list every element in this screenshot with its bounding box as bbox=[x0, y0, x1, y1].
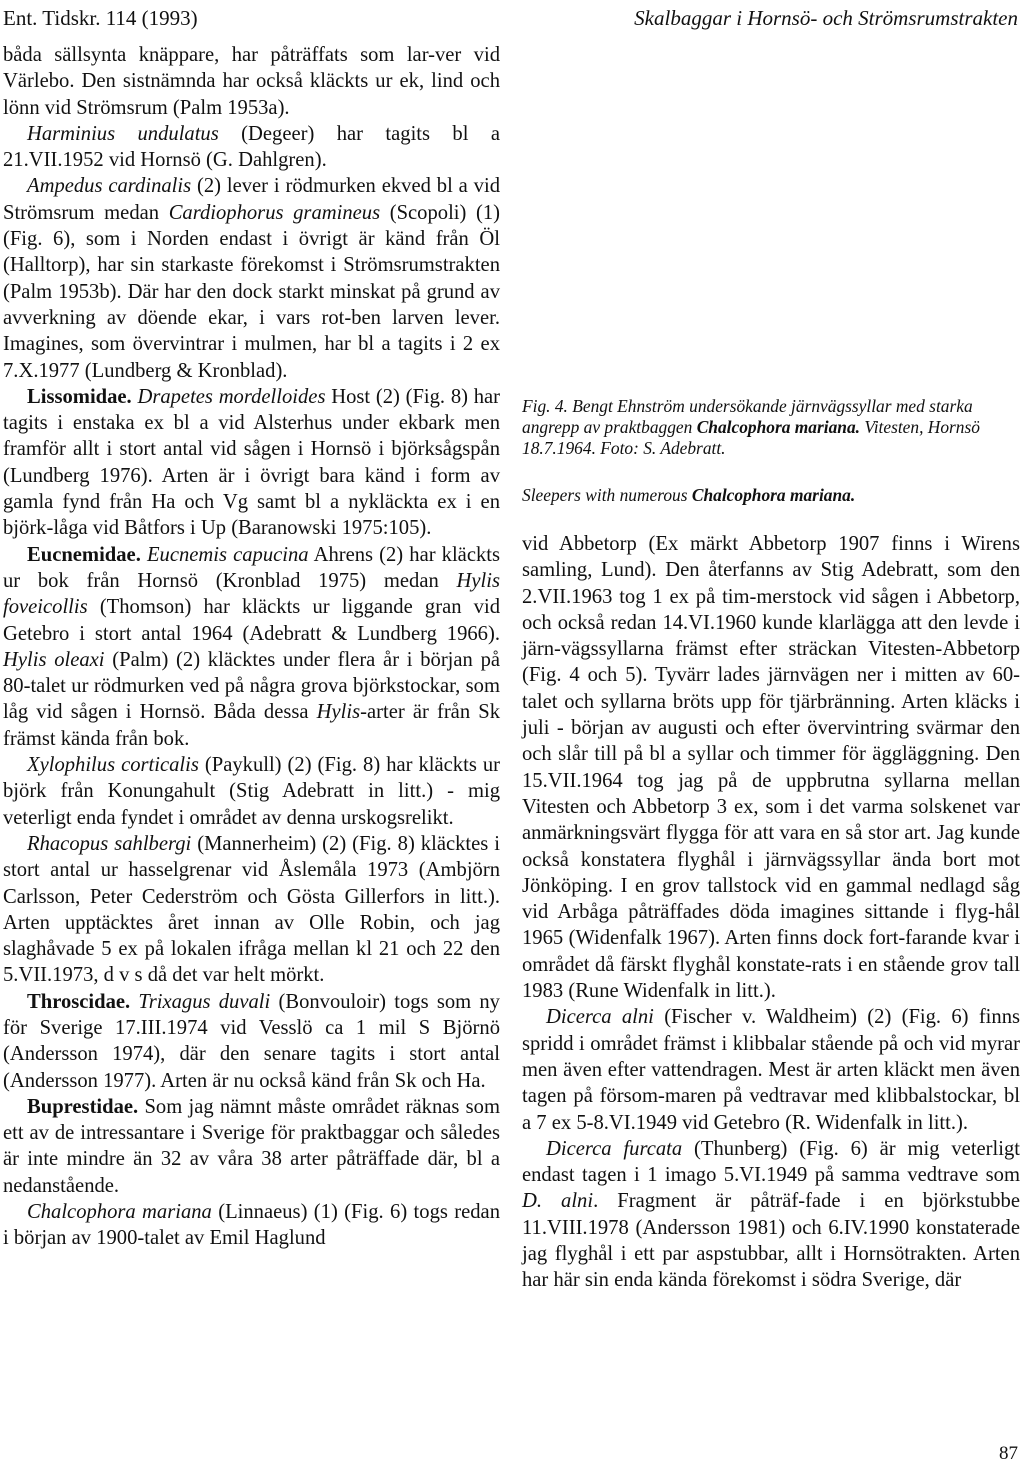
running-title: Skalbaggar i Hornsö- och Strömsrumstrakten bbox=[634, 6, 1018, 30]
species-name: Hylis oleaxi bbox=[3, 648, 105, 671]
paragraph bbox=[522, 1004, 1020, 1135]
text: (Palm) (2) kläcktes under flera år i början på 80-talet ur rödmurken ved på några grova björkstockar, som låg vid sågen i Hornsö. Båda dessa bbox=[3, 648, 501, 724]
page-number: 87 bbox=[999, 1443, 1018, 1464]
species-name: Dicerca furcata bbox=[546, 1137, 683, 1160]
paragraph bbox=[3, 1199, 500, 1252]
text: (Paykull) (2) (Fig. 8) har kläckts ur björk från Konungahult (Stig Adebratt in litt.) - mig veterligt enda fyndet i området av denna urskogsrelikt. bbox=[3, 754, 500, 829]
species-name: Chalcophora mariana bbox=[27, 1201, 212, 1224]
paragraph bbox=[3, 121, 500, 174]
text: båda sällsynta knäppare, har påträffats som lar-ver vid Värlebo. Den sistnämnda har också kläckts ur ek, lind och lönn vid Strömsrum (Palm 1953a). bbox=[3, 44, 500, 119]
text: (Bonvouloir) togs som ny för Sverige 17.III.1974 vid Vesslö ca 1 mil S Björnö (Andersson 1974), där den senare tagits i stort antal (Andersson 1977). Arten är nu också känd från Sk och Ha. bbox=[3, 990, 500, 1092]
journal-reference: Ent. Tidskr. 114 (1993) bbox=[3, 6, 198, 30]
paragraph bbox=[3, 542, 500, 752]
species-name: Drapetes mordelloides bbox=[137, 385, 326, 408]
paragraph bbox=[3, 989, 500, 1094]
family-name: Lissomidae. bbox=[27, 385, 132, 408]
paragraph bbox=[3, 42, 500, 121]
species-name: Trixagus duvali bbox=[138, 990, 271, 1013]
species-name: Chalcophora mariana. bbox=[691, 485, 856, 505]
right-column bbox=[522, 531, 1020, 1294]
figure-caption-english bbox=[522, 485, 1020, 506]
species-name: Hylis foveicollis bbox=[3, 569, 500, 619]
paragraph bbox=[3, 173, 500, 383]
text: . Fragment är påträf-fade i en björkstubbe 11.VIII.1978 (Andersson 1981) och 6.IV.1990 konstaterade jag flyghål i ett par aspstubbar, allt i Hornsötrakten. Arten har här sin enda kända förekomst i södra Sverige, där bbox=[522, 1190, 1020, 1292]
paragraph bbox=[3, 752, 500, 831]
text: -arter är från Sk främst kända från bok. bbox=[3, 701, 500, 750]
text: (Scopoli) (1) (Fig. 6), som i Norden endast i övrigt är känd från Öl (Halltorp), har sin starkaste förekomst i Strömsrumstrakten (Palm 1953b). Där har den dock starkt minskat på grund av avverkning av döende ekar, i vars rot-ben larven lever. Imagines, som övervintrar i mulmen, har bl a tagits i 2 ex 7.X.1977 (Lundberg & Kronblad). bbox=[3, 201, 501, 382]
paragraph bbox=[3, 831, 500, 989]
paragraph bbox=[3, 1094, 500, 1199]
text: vid Abbetorp (Ex märkt Abbetorp 1907 finns i Wirens samling, Lund). Den återfanns av Stig Adebratt, som den 2.VII.1963 tog 1 ex på tim-merstock vid sågen i Abbetorp, och också redan 14.VI.1960 kunde klarlägga att den levde i järn-vägssyllarna främst efter sträckan Vitesten-Abbetorp (Fig. 4 och 5). Tyvärr lades järnvägen ner i mitten av 60-talet och syllarna bröts upp för tjärbränning. Arten kläcks i juli - början av augusti och efter övervintring svärmar den och slår till på bl a syllar och timmer för äggläggning. Den 15.VII.1964 tog jag på de uppbrutna syllarna mellan Vitesten och Abbetorp 3 ex, som i det varma solskenet var anmärkningsvärt flygga för att vara en så stor art. Jag kunde också konstatera flyghål i järnvägssyllar ända bort mot Jönköping. I en grov tallstock vid en gammal nedlagd såg vid Arbåga påträffades döda imagines sittande i flyg-hål 1965 (Widenfalk 1967). Arten finns dock fort-farande kvar i området då färskt flyghål konstate-rats i en stående grov tall 1983 (Rune Widenfalk in litt.). bbox=[522, 533, 1020, 1003]
species-name: Hylis bbox=[316, 701, 361, 724]
text: (Degeer) har tagits bl a 21.VII.1952 vid Hornsö (G. Dahlgren). bbox=[3, 122, 500, 172]
text: Host (2) (Fig. 8) har tagits i enstaka ex bl a vid Alsterhus under ekbark men framför allt i stort antal vid sågen i Hornsö i björksågspån (Lundberg 1976). Arten är i övrigt bara känd i form av gamla fynd från Ha och Vg samt bl a nykläckta ex i en björk-låga vid Båtfors i Up (Baranowski 1975:105). bbox=[3, 385, 501, 540]
paragraph bbox=[522, 1136, 1020, 1294]
text: Som jag nämnt måste området räknas som ett av de intressantare i Sverige för praktbaggar och således är inte mindre än 32 av våra 38 arter påträffade där, bl a nedanstående. bbox=[3, 1095, 500, 1197]
family-name: Eucnemidae. bbox=[27, 543, 141, 566]
species-name: Dicerca alni bbox=[546, 1006, 654, 1029]
text: (2) lever i rödmurken ekved bl a vid Strömsrum medan bbox=[3, 175, 500, 224]
caption-text: Fig. 4. Bengt Ehnström undersökande järnvägssyllar med starka angrepp av praktbaggen bbox=[522, 396, 973, 437]
species-name: Cardiophorus gramineus bbox=[168, 201, 381, 224]
text: (Thunberg) (Fig. 6) är mig veterligt endast tagen i 1 imago 5.VI.1949 på samma vedtrave som bbox=[522, 1137, 1020, 1187]
family-name: Throscidae. bbox=[27, 990, 131, 1013]
paragraph bbox=[3, 384, 500, 542]
species-name: Eucnemis capucina bbox=[146, 543, 309, 566]
species-name: Rhacopus sahlbergi bbox=[27, 832, 192, 855]
text: (Thomson) har kläckts ur liggande gran vid Getebro i stort antal 1964 (Adebratt & Lundberg 1966). bbox=[3, 596, 500, 645]
species-name: Xylophilus corticalis bbox=[27, 754, 199, 777]
figure-caption bbox=[522, 396, 1020, 459]
family-name: Buprestidae. bbox=[27, 1095, 139, 1118]
text: (Linnaeus) (1) (Fig. 6) togs redan i början av 1900-talet av Emil Haglund bbox=[3, 1201, 500, 1250]
species-name: Chalcophora mariana. bbox=[696, 417, 861, 437]
caption-text: Vitesten, Hornsö 18.7.1964. Foto: S. Adebratt. bbox=[522, 417, 980, 458]
caption-text: Sleepers with numerous bbox=[522, 485, 692, 505]
species-name: Harminius undulatus bbox=[27, 122, 219, 145]
species-name: D. alni bbox=[522, 1190, 594, 1213]
text: (Mannerheim) (2) (Fig. 8) kläcktes i stort antal ur hasselgrenar vid Åslemåla 1973 (Ambjörn Carlsson, Peter Cederström och Gösta Gillerfors in litt.). Arten upptäcktes året innan av Olle Robin, och jag slaghåvade 5 ex på lokalen ifråga mellan kl 21 och 22 den 5.VII.1973, d v s då det var helt mörkt. bbox=[3, 832, 500, 987]
species-name: Ampedus cardinalis bbox=[27, 175, 192, 198]
left-column bbox=[3, 42, 500, 1252]
text: (Fischer v. Waldheim) (2) (Fig. 6) finns spridd i området främst i klibbalar stående på och vid myrar men även efter vattendragen. Mest är arten kläckt men även tagen på försom-maren på vedtravar med klibbalstockar, bl a 7 ex 5-8.VI.1949 vid Getebro (R. Widenfalk in litt.). bbox=[522, 1006, 1021, 1134]
paragraph bbox=[522, 531, 1020, 1004]
text: Ahrens (2) har kläckts ur bok från Hornsö (Kronblad 1975) medan bbox=[3, 543, 500, 592]
